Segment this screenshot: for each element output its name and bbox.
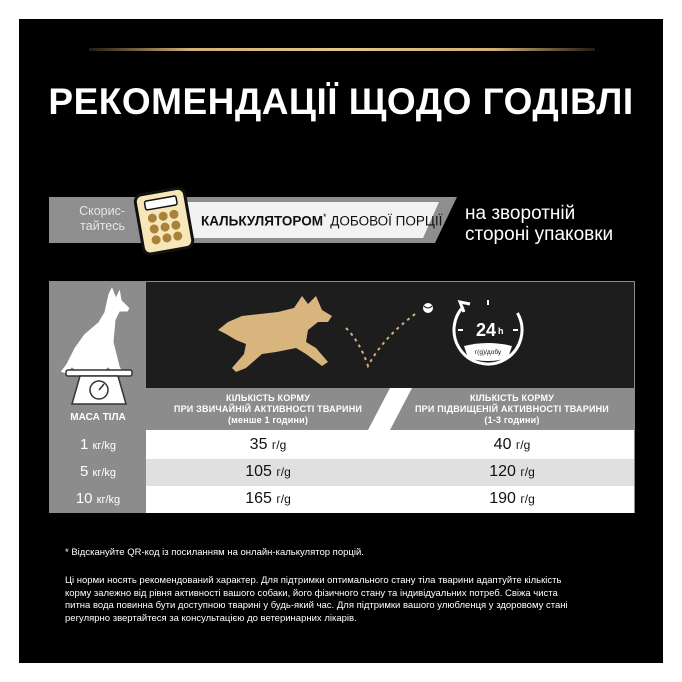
banner-try-text <box>51 204 125 234</box>
table-row <box>146 432 634 459</box>
recommendation-note <box>65 575 625 625</box>
normal-value-cell <box>146 432 390 459</box>
banner-try-line2: тайтесь <box>80 219 125 233</box>
normal-value-cell <box>146 459 390 486</box>
header-normal-line2: ПРИ ЗВИЧАЙНІЙ АКТИВНОСТІ ТВАРИНИ <box>173 404 363 414</box>
value-unit: г/g <box>520 492 535 506</box>
hero-illustration <box>146 282 634 388</box>
note-line: питна вода повинна бути доступною тварині у будь-який час. Для підтримки вашого улюбленця у здоровому стані <box>65 600 568 611</box>
header-high-line2: ПРИ ПІДВИЩЕНІЙ АКТИВНОСТІ ТВАРИНИ <box>415 404 609 414</box>
mass-cell <box>50 432 146 459</box>
hero-art <box>146 282 634 388</box>
banner-side-text <box>465 203 663 245</box>
gold-divider <box>89 48 595 51</box>
table-row <box>146 459 634 486</box>
normal-value: 105 <box>245 463 272 480</box>
feeding-table <box>49 281 635 513</box>
header-normal-line1: КІЛЬКІСТЬ КОРМУ <box>226 393 310 403</box>
high-value-cell <box>390 432 634 459</box>
timer-label: 24 <box>476 320 497 340</box>
mass-unit: кг/kg <box>92 467 116 479</box>
value-unit: г/g <box>276 492 291 506</box>
high-value: 120 <box>489 463 516 480</box>
ball-trajectory <box>346 312 418 366</box>
banner-side-line2: стороні упаковки <box>465 224 614 245</box>
calculator-icon <box>130 184 200 257</box>
mass-header: МАСА ТІЛА <box>70 412 126 423</box>
value-unit: г/g <box>271 438 287 452</box>
header-high-activity <box>390 388 634 430</box>
page-title: РЕКОМЕНДАЦІЇ ЩОДО ГОДІВЛІ <box>48 81 634 122</box>
banner-try-line1: Скорис- <box>79 204 125 218</box>
mass-cell <box>50 486 146 513</box>
header-high-line1: КІЛЬКІСТЬ КОРМУ <box>470 393 554 403</box>
value-unit: г/g <box>276 465 291 479</box>
banner-calculator-text <box>201 212 442 229</box>
mass-cell <box>50 459 146 486</box>
high-value: 40 <box>493 436 512 453</box>
header-normal-line3: (менше 1 години) <box>227 415 309 425</box>
high-value: 190 <box>489 490 516 507</box>
mass-value: 5 <box>79 463 89 480</box>
feeding-panel <box>19 19 663 663</box>
calculator-word: КАЛЬКУЛЯТОРОМ <box>201 213 323 229</box>
portion-text: ДОБОВОЇ ПОРЦІЇ <box>330 213 443 229</box>
note-line: Ці норми носять рекомендований характер. Для підтримки оптимального стану тіла тварини адаптуйте кількість <box>65 575 562 586</box>
header-high-line3: (1-3 години) <box>484 415 540 425</box>
running-dog-icon <box>218 296 332 372</box>
high-value-cell <box>390 459 634 486</box>
high-value-cell <box>390 486 634 513</box>
header-normal-activity <box>146 388 390 430</box>
timer-suffix: h <box>498 326 504 336</box>
mass-value: 1 <box>79 436 89 453</box>
normal-value-cell <box>146 486 390 513</box>
bowl-label: г(g)/добу <box>474 349 502 356</box>
note-line: корму залежно від рівня активності вашого собаки, його фізичного стану та індивідуальних потреб. Свіжа чиста <box>65 587 558 599</box>
value-unit: г/g <box>515 438 531 452</box>
note-line: регулярно звертайтеся за консультацією до ветеринарних лікарів. <box>65 612 357 624</box>
table-row <box>146 486 634 513</box>
dog-on-scale-icon <box>50 282 146 410</box>
value-unit: г/g <box>520 465 535 479</box>
mass-value: 10 <box>75 490 93 507</box>
banner-side-line1: на зворотній <box>465 203 576 224</box>
qr-note: * Відскануйте QR-код із посиланням на онлайн-калькулятор порцій. <box>65 547 364 558</box>
normal-value: 35 <box>249 436 268 453</box>
asterisk: * <box>322 212 327 222</box>
mass-unit: кг/kg <box>96 494 121 506</box>
normal-value: 165 <box>245 490 272 507</box>
mass-unit: кг/kg <box>92 440 116 452</box>
header-separator <box>368 388 412 430</box>
